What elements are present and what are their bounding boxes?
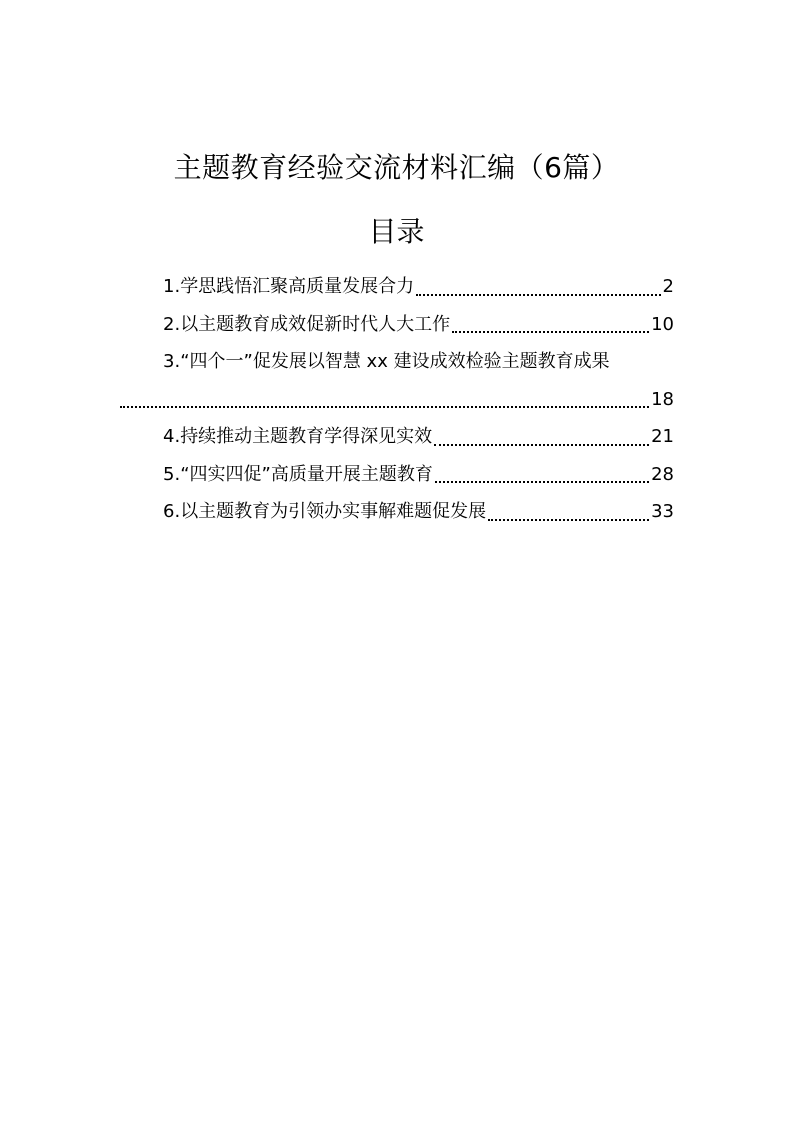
- toc-entry-continuation: [120, 381, 674, 419]
- toc-entry-number: 2.: [163, 313, 181, 335]
- toc-entry-page: 21: [651, 426, 674, 447]
- toc-entry-2[interactable]: [120, 306, 674, 344]
- toc-entry-number: 3.: [163, 351, 181, 372]
- toc-entry-1[interactable]: [120, 268, 674, 306]
- document-title: 主题教育经验交流材料汇编（6篇）: [173, 151, 620, 184]
- dot-leader: [435, 481, 649, 483]
- toc-entry-page: 33: [651, 501, 674, 522]
- toc-entry-label: “四实四促”高质量开展主题教育: [180, 463, 433, 485]
- toc-entry-page: 10: [651, 313, 674, 335]
- dot-leader: [452, 331, 649, 333]
- toc-entry-first-line: [120, 343, 674, 381]
- dot-leader: [434, 444, 649, 446]
- toc-entry-page: 2: [662, 276, 674, 297]
- toc-entry-label: 持续推动主题教育学得深见实效: [180, 426, 433, 447]
- toc-entry-label: “四个一”促发展以智慧 xx 建设成效检验主题教育成果: [180, 351, 610, 372]
- toc-entry-label: 以主题教育成效促新时代人大工作: [180, 313, 451, 335]
- toc-entry-page: 18: [651, 388, 674, 410]
- toc-entry-number: 6.: [163, 501, 181, 522]
- table-of-contents: [120, 268, 674, 531]
- toc-entry-5[interactable]: [120, 456, 674, 494]
- toc-entry-6[interactable]: [120, 493, 674, 531]
- toc-entry-label: 以主题教育为引领办实事解难题促发展: [180, 501, 487, 522]
- toc-entry-page: 28: [651, 463, 674, 485]
- toc-entry-4[interactable]: [120, 418, 674, 456]
- dot-leader: [120, 406, 649, 408]
- toc-entry-label: 学思践悟汇聚高质量发展合力: [180, 276, 415, 297]
- dot-leader: [488, 519, 649, 521]
- toc-entry-3[interactable]: [120, 343, 674, 418]
- toc-entry-number: 4.: [163, 426, 181, 447]
- dot-leader: [416, 294, 660, 296]
- toc-entry-number: 1.: [163, 276, 181, 297]
- toc-entry-number: 5.: [163, 463, 181, 485]
- toc-heading: 目录: [368, 215, 425, 248]
